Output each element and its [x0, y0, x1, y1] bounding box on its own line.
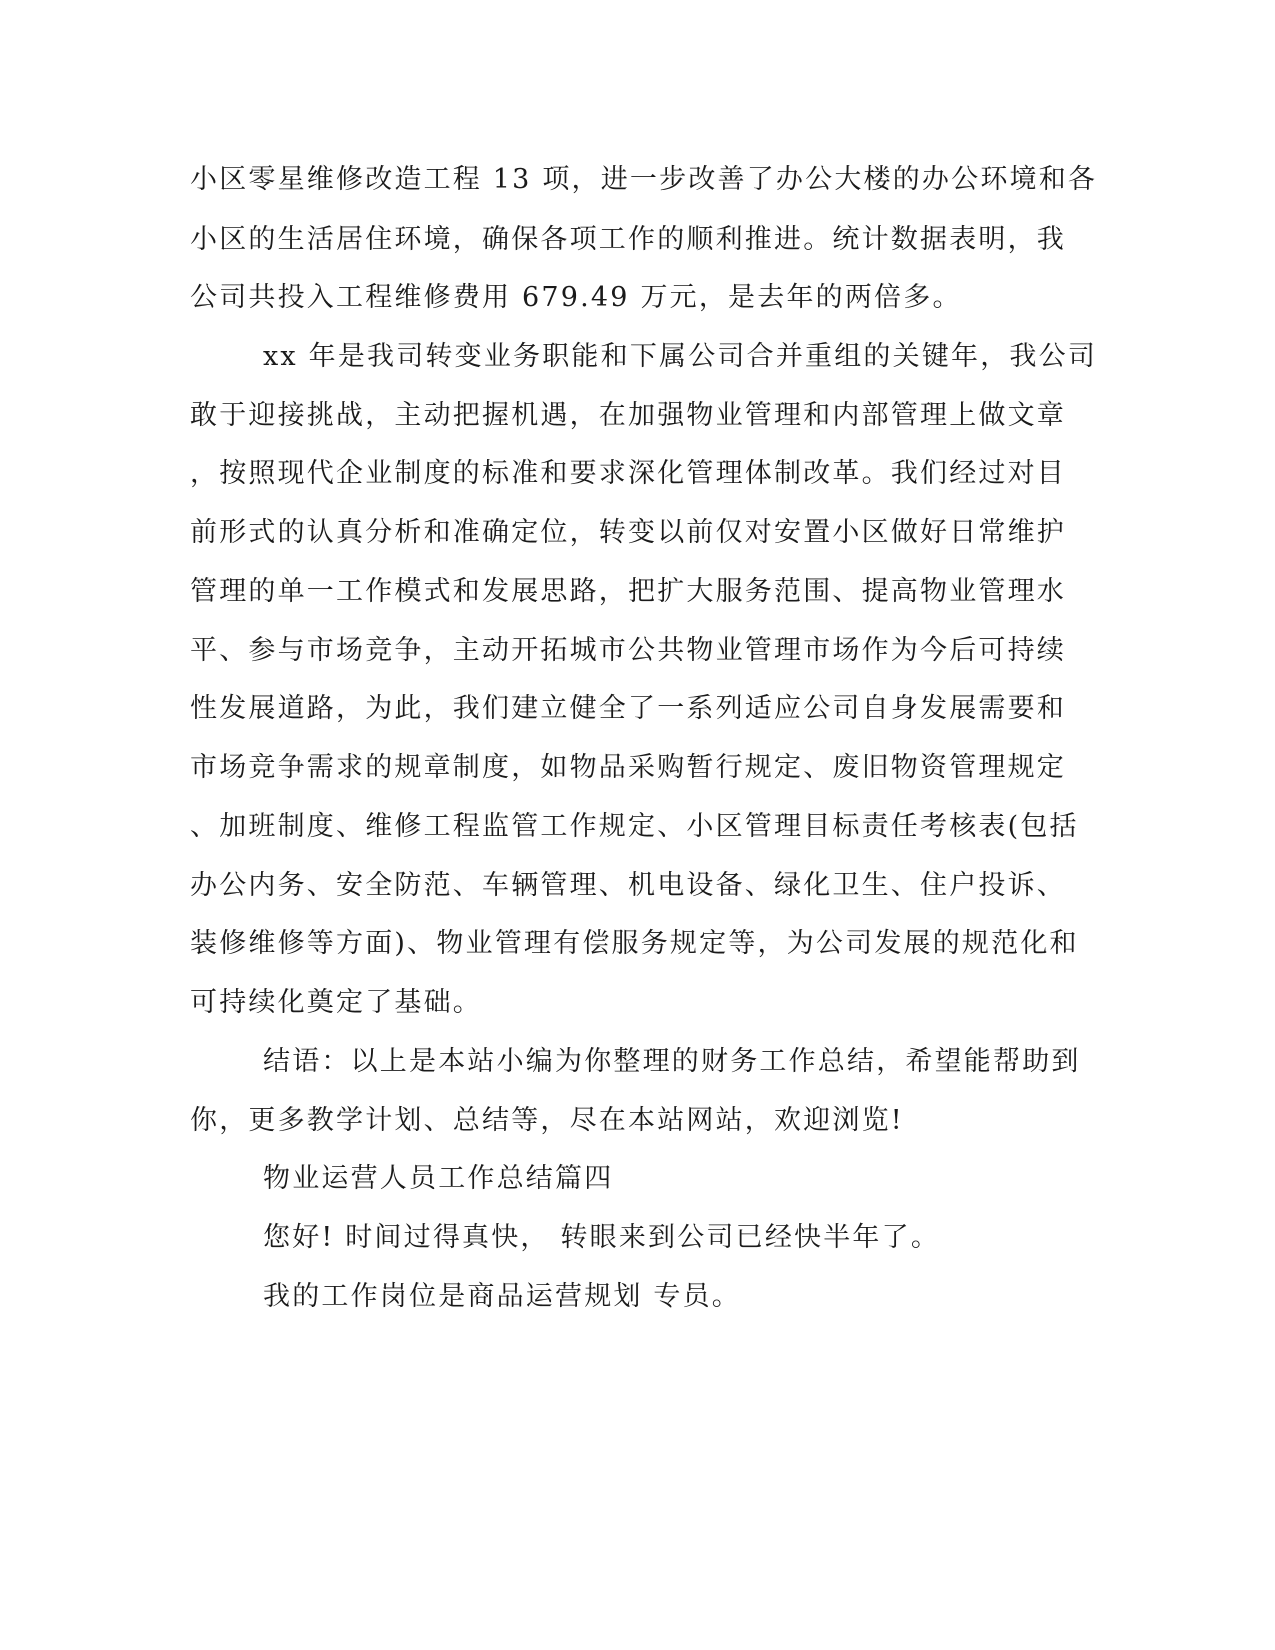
text-line: 小区零星维修改造工程 13 项，进一步改善了办公大楼的办公环境和各 [190, 164, 1098, 195]
text-line: 我的工作岗位是商品运营规划 专员。 [263, 1281, 741, 1312]
text-line: 办公内务、安全防范、车辆管理、机电设备、绿化卫生、住户投诉、 [190, 870, 1066, 901]
text-line: 前形式的认真分析和准确定位，转变以前仅对安置小区做好日常维护 [190, 517, 1066, 548]
text-line: 管理的单一工作模式和发展思路，把扩大服务范围、提高物业管理水 [190, 576, 1066, 607]
text-line: 你，更多教学计划、总结等，尽在本站网站，欢迎浏览! [190, 1105, 904, 1136]
text-line: 性发展道路，为此，我们建立健全了一系列适应公司自身发展需要和 [190, 693, 1066, 724]
text-line: 装修维修等方面)、物业管理有偿服务规定等，为公司发展的规范化和 [190, 928, 1079, 959]
text-line: 结语：以上是本站小编为你整理的财务工作总结，希望能帮助到 [263, 1046, 1081, 1077]
text-line: 可持续化奠定了基础。 [190, 987, 482, 1018]
text-line: ，按照现代企业制度的标准和要求深化管理体制改革。我们经过对目 [190, 458, 1066, 489]
text-line: xx 年是我司转变业务职能和下属公司合并重组的关键年，我公司 [263, 341, 1098, 372]
text-line: 市场竞争需求的规章制度，如物品采购暂行规定、废旧物资管理规定 [190, 752, 1066, 783]
text-line: 、加班制度、维修工程监管工作规定、小区管理目标责任考核表(包括 [190, 811, 1079, 842]
text-line: 公司共投入工程维修费用 679.49 万元，是去年的两倍多。 [190, 282, 962, 313]
section-heading: 物业运营人员工作总结篇四 [263, 1163, 614, 1194]
text-line: 小区的生活居住环境，确保各项工作的顺利推进。统计数据表明，我 [190, 224, 1066, 255]
text-line: 您好! 时间过得真快， 转眼来到公司已经快半年了。 [263, 1222, 941, 1253]
text-line: 平、参与市场竞争，主动开拓城市公共物业管理市场作为今后可持续 [190, 635, 1066, 666]
text-line: 敢于迎接挑战，主动把握机遇，在加强物业管理和内部管理上做文章 [190, 400, 1066, 431]
